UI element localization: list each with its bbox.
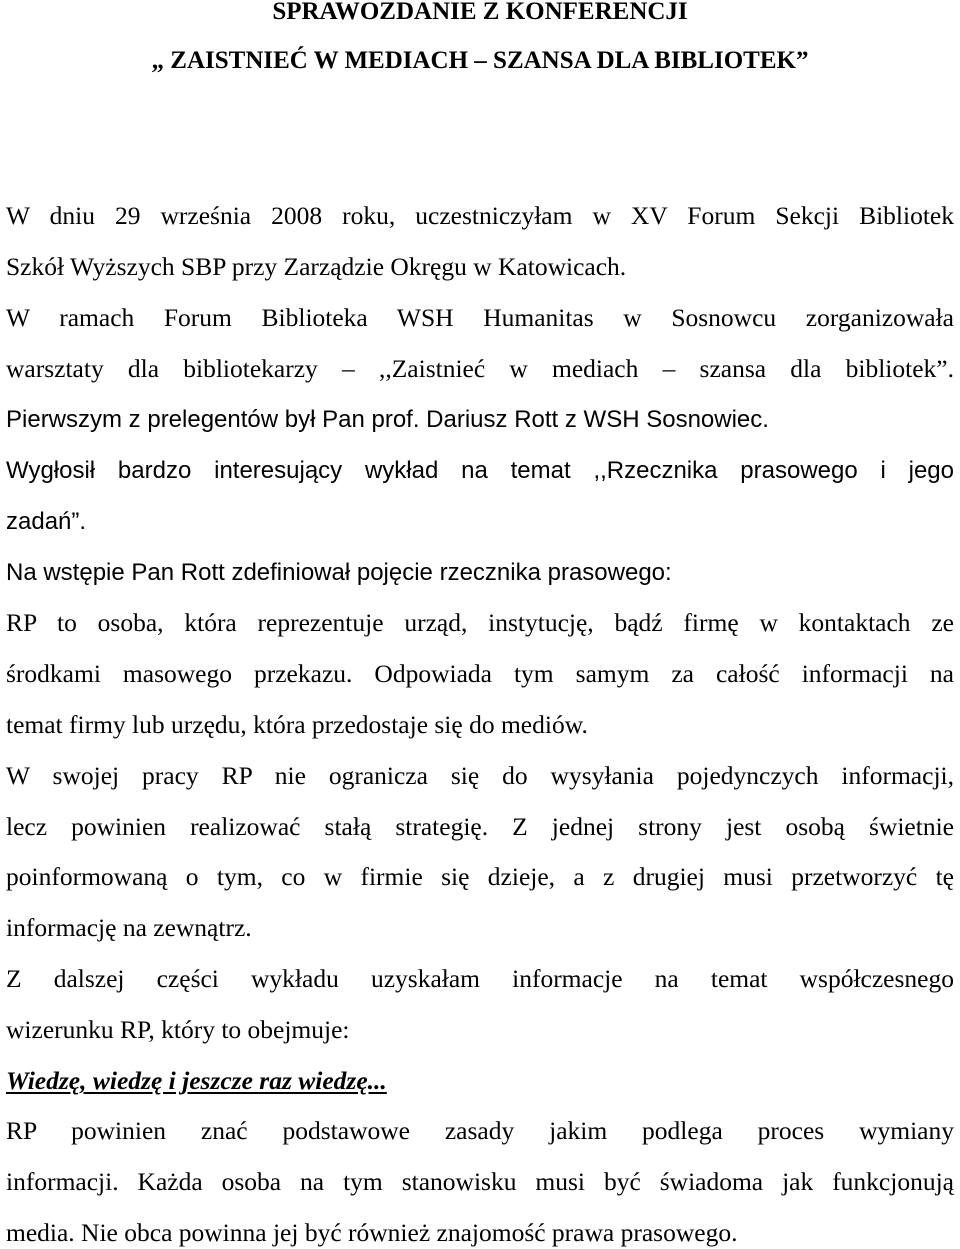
paragraph-line: informację na zewnątrz. (6, 913, 252, 942)
paragraph-line: RP powinien znać podstawowe zasady jakim podlega proces wymiany (6, 1116, 954, 1145)
paragraph-line: Na wstępie Pan Rott zdefiniował pojęcie rzecznika prasowego: (6, 559, 672, 586)
document-title-line-2: „ ZAISTNIEĆ W MEDIACH – SZANSA DLA BIBLIOTEK” (151, 47, 809, 74)
paragraph-line: W swojej pracy RP nie ogranicza się do wysyłania pojedynczych informacji, (6, 761, 954, 790)
document-title-line-1: SPRAWOZDANIE Z KONFERENCJI (272, 0, 688, 25)
paragraph-line: Z dalszej części wykładu uzyskałam informacje na temat współczesnego (6, 964, 954, 993)
emphasis-line: Wiedzę, wiedzę i jeszcze raz wiedzę... (6, 1066, 387, 1095)
paragraph-line: temat firmy lub urzędu, która przedostaje się do mediów. (6, 710, 588, 739)
paragraph-line: Wygłosił bardzo interesujący wykład na temat ,,Rzecznika prasowego i jego (6, 457, 954, 484)
paragraph-line: W ramach Forum Biblioteka WSH Humanitas w Sosnowcu zorganizowała (6, 303, 954, 332)
paragraph-line: media. Nie obca powinna jej być również znajomość prawa prasowego. (6, 1218, 738, 1247)
paragraph-line: informacji. Każda osoba na tym stanowisku musi być świadoma jak funkcjonują (6, 1167, 954, 1196)
paragraph-line: wizerunku RP, który to obejmuje: (6, 1015, 350, 1044)
paragraph-line: poinformowaną o tym, co w firmie się dzieje, a z drugiej musi przetworzyć tę (6, 862, 954, 891)
paragraph-line: zadań”. (6, 508, 87, 535)
paragraph-line: warsztaty dla bibliotekarzy – ,,Zaistnieć w mediach – szansa dla bibliotek”. (6, 354, 954, 383)
paragraph-line: Pierwszym z prelegentów był Pan prof. Dariusz Rott z WSH Sosnowiec. (6, 406, 769, 433)
paragraph-line: RP to osoba, która reprezentuje urząd, instytucję, bądź firmę w kontaktach ze (6, 608, 954, 637)
paragraph-line: Szkół Wyższych SBP przy Zarządzie Okręgu w Katowicach. (6, 252, 627, 281)
paragraph-line: lecz powinien realizować stałą strategię. Z jednej strony jest osobą świetnie (6, 812, 954, 841)
paragraph-line: środkami masowego przekazu. Odpowiada tym samym za całość informacji na (6, 659, 954, 688)
paragraph-line: W dniu 29 września 2008 roku, uczestniczyłam w XV Forum Sekcji Bibliotek (6, 201, 954, 230)
